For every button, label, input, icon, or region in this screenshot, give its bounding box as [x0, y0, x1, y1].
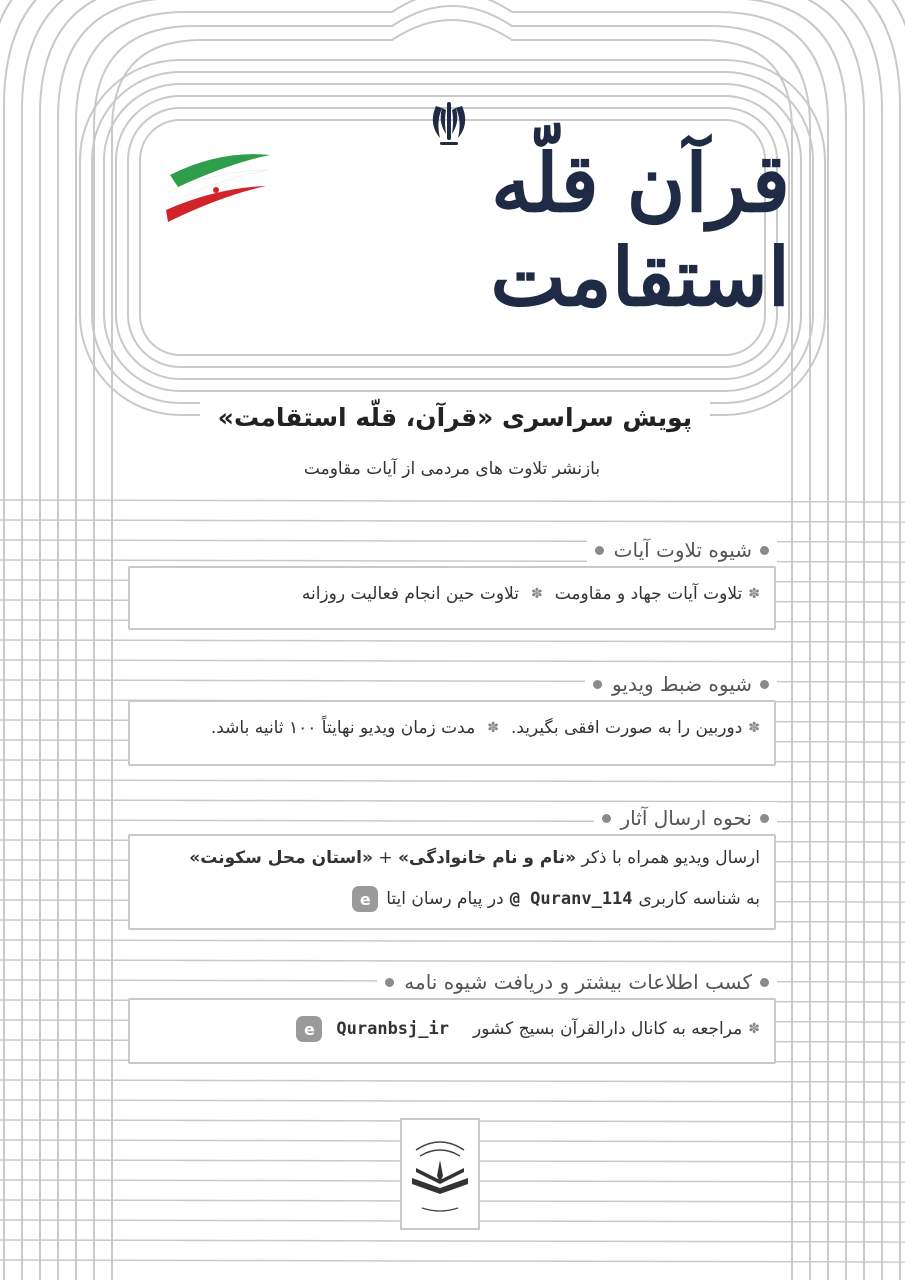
asterisk-bullet-icon: ✽ [748, 1021, 760, 1037]
section-box-submission [128, 834, 776, 930]
contour-line [0, 640, 905, 642]
bullet-dot-icon [760, 978, 769, 987]
contour-line [0, 1260, 905, 1262]
section-heading-submission: نحوه ارسال آثار [594, 802, 777, 834]
contour-line [0, 940, 905, 942]
section-heading-info: کسب اطلاعات بیشتر و دریافت شیوه نامه [377, 966, 777, 998]
bullet-dot-icon [602, 814, 611, 823]
info-item: ✽ مراجعه به کانال دارالقرآن بسیج کشور Quranbsj_ir e [144, 1016, 760, 1042]
channel-id[interactable]: Quranbsj_ir [336, 1019, 449, 1039]
open-book-logo-icon [402, 1120, 478, 1228]
recitation-items: ✽ تلاوت آیات جهاد و مقاومت ✽ تلاوت حین انجام فعالیت روزانه [301, 584, 760, 604]
bullet-dot-icon [760, 680, 769, 689]
submission-line-1: ارسال ویدیو همراه با ذکر «نام و نام خانوادگی» + «استان محل سکونت» [189, 848, 760, 868]
section-box-recitation [128, 566, 776, 630]
poster-title: قرآن قلّه استقامت [490, 136, 790, 324]
iran-flag-icon [160, 150, 280, 230]
section-heading-recitation: شیوه تلاوت آیات [587, 534, 777, 566]
section-box-video [128, 700, 776, 766]
dar-al-quran-basij-logo [400, 1118, 480, 1230]
contour-line [0, 1080, 905, 1082]
contour-line [0, 1240, 905, 1242]
campaign-tagline: بازنشر تلاوت های مردمی از آیات مقاومت [266, 454, 638, 484]
campaign-heading: پویش سراسری «قرآن، قلّه استقامت» [200, 397, 710, 437]
section-heading-video: شیوه ضبط ویدیو [585, 668, 777, 700]
contour-line [0, 520, 905, 522]
eita-messenger-icon: e [296, 1016, 322, 1042]
contour-line [0, 960, 905, 962]
contour-line [0, 500, 905, 502]
bullet-dot-icon [385, 978, 394, 987]
video-items: ✽ دوربین را به صورت افقی بگیرید. ✽ مدت زمان ویدیو نهایتاً ۱۰۰ ثانیه باشد. [210, 718, 760, 738]
eita-username[interactable]: @ Quranv_114 [509, 889, 633, 909]
asterisk-bullet-icon: ✽ [487, 720, 499, 736]
section-box-info [128, 998, 776, 1064]
asterisk-bullet-icon: ✽ [530, 586, 543, 602]
bullet-dot-icon [593, 680, 602, 689]
asterisk-bullet-icon: ✽ [748, 586, 760, 602]
bullet-dot-icon [595, 546, 604, 555]
contour-line [0, 1100, 905, 1102]
contour-line [0, 780, 905, 782]
asterisk-bullet-icon: ✽ [748, 720, 760, 736]
bullet-dot-icon [760, 814, 769, 823]
contour-line [0, 660, 905, 662]
bullet-dot-icon [760, 546, 769, 555]
submission-line-2: به شناسه کاربری @ Quranv_114 در پیام رسان ایتا e [144, 886, 760, 912]
eita-messenger-icon: e [352, 886, 378, 912]
